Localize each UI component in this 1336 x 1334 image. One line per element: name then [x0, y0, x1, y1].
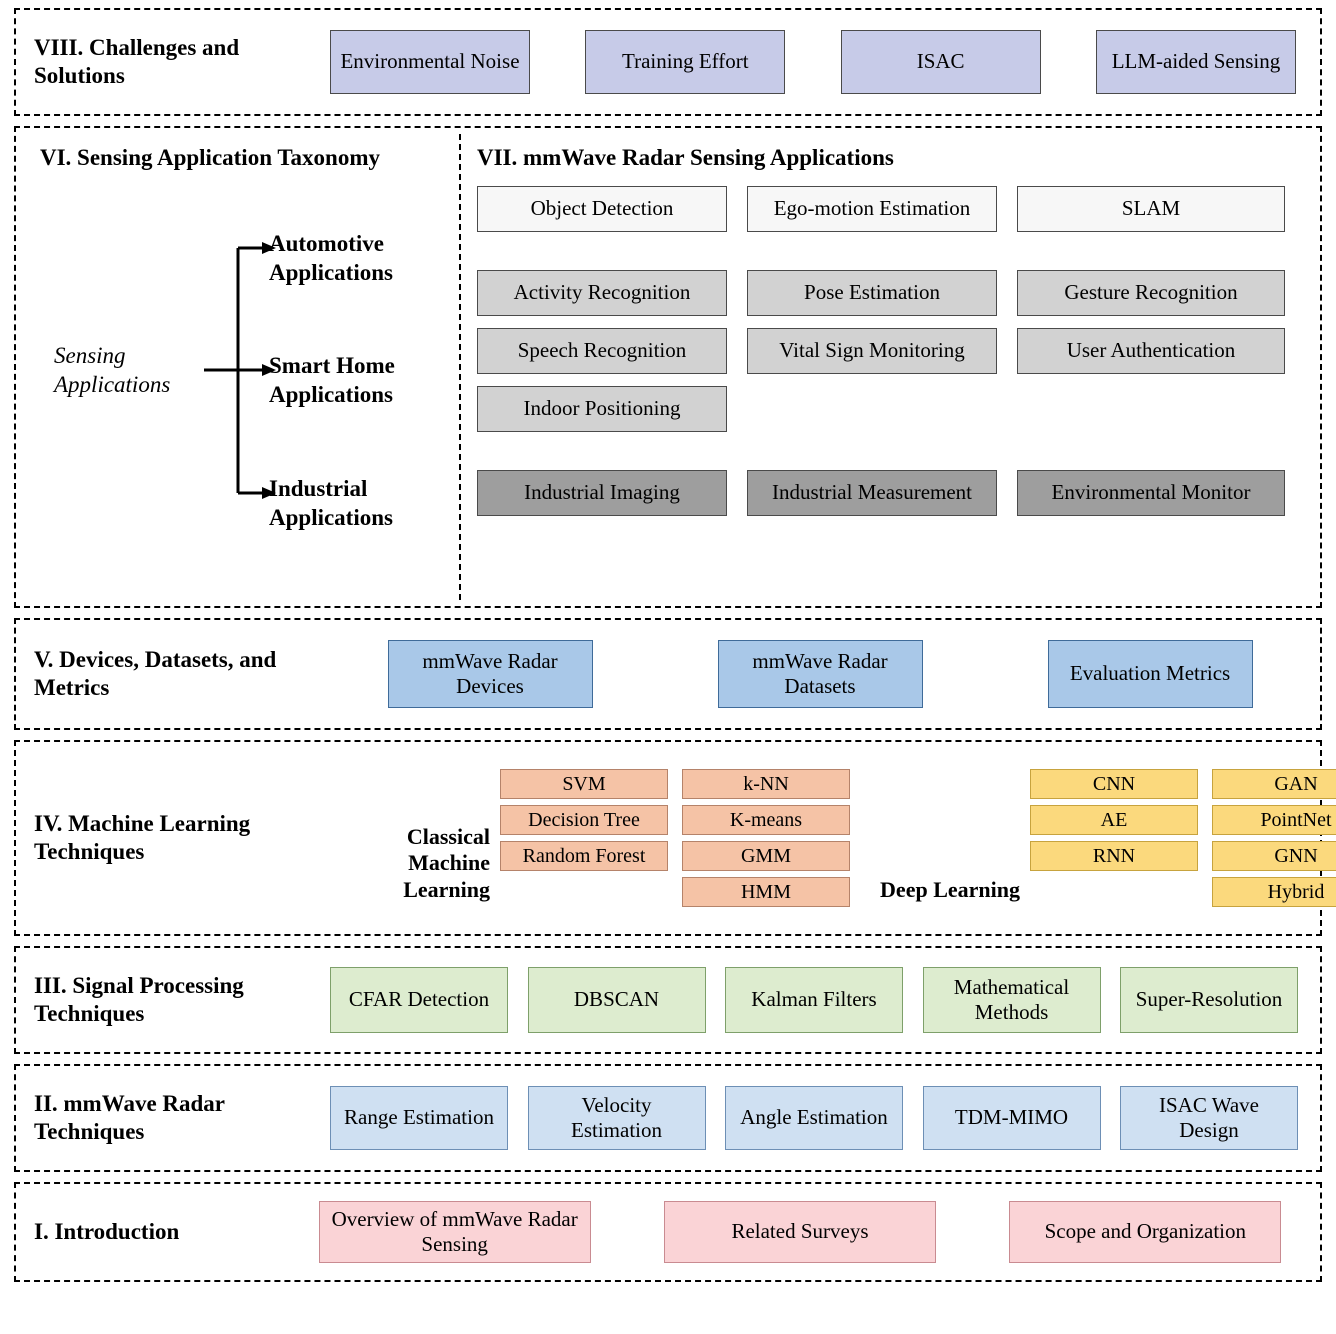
node-speech-recognition[interactable]: Speech Recognition: [477, 328, 727, 374]
node-ego-motion-estimation[interactable]: Ego-motion Estimation: [747, 186, 997, 232]
section-challenges-and-solutions: [14, 8, 1322, 116]
node-random-forest[interactable]: Random Forest: [500, 841, 668, 871]
node-training-effort[interactable]: Training Effort: [585, 30, 785, 94]
section-mmwave-radar-techniques: [14, 1064, 1322, 1172]
subsection-mmwave-radar-sensing-applications: [461, 134, 1312, 600]
node-gesture-recognition[interactable]: Gesture Recognition: [1017, 270, 1285, 316]
subsection-sensing-application-taxonomy: [24, 134, 461, 600]
node-cfar-detection[interactable]: CFAR Detection: [330, 967, 508, 1033]
node-isac[interactable]: ISAC: [841, 30, 1041, 94]
taxonomy-branch-industrial: Industrial Applications: [269, 476, 393, 530]
section-title-viii: VIII. Challenges and Solutions: [34, 34, 240, 88]
deep-learning-group: [850, 769, 1336, 907]
node-vital-sign-monitoring[interactable]: Vital Sign Monitoring: [747, 328, 997, 374]
node-mmwave-radar-datasets[interactable]: mmWave Radar Datasets: [718, 640, 923, 708]
section-machine-learning-techniques: [14, 740, 1332, 936]
node-hybrid[interactable]: Hybrid: [1212, 877, 1336, 907]
node-range-estimation[interactable]: Range Estimation: [330, 1086, 508, 1150]
node-industrial-measurement[interactable]: Industrial Measurement: [747, 470, 997, 516]
challenges-node-row: [330, 30, 1310, 94]
section-title-i: I. Introduction: [34, 1218, 180, 1244]
deep-learning-column-1: [1030, 769, 1198, 907]
radar-techniques-node-row: [330, 1086, 1310, 1150]
node-indoor-positioning[interactable]: Indoor Positioning: [477, 386, 727, 432]
node-tdm-mimo[interactable]: TDM-MIMO: [923, 1086, 1101, 1150]
node-k-means[interactable]: K-means: [682, 805, 850, 835]
node-user-authentication[interactable]: User Authentication: [1017, 328, 1285, 374]
node-kalman-filters[interactable]: Kalman Filters: [725, 967, 903, 1033]
grid-spacer-automotive: [477, 244, 1285, 258]
introduction-node-row: [290, 1201, 1310, 1263]
classical-ml-columns: [500, 769, 850, 907]
node-overview-of-mmwave-radar-sensing[interactable]: Overview of mmWave Radar Sensing: [319, 1201, 591, 1263]
node-scope-and-organization[interactable]: Scope and Organization: [1009, 1201, 1281, 1263]
node-cnn[interactable]: CNN: [1030, 769, 1198, 799]
section-title-vii: VII. mmWave Radar Sensing Applications: [477, 145, 894, 170]
node-gan[interactable]: GAN: [1212, 769, 1336, 799]
deep-learning-column-2: [1212, 769, 1336, 907]
grid-spacer-smart-home: [477, 444, 1285, 458]
section-title-vi: VI. Sensing Application Taxonomy: [40, 145, 381, 170]
node-object-detection[interactable]: Object Detection: [477, 186, 727, 232]
node-hmm[interactable]: HMM: [682, 877, 850, 907]
node-rnn[interactable]: RNN: [1030, 841, 1198, 871]
deep-learning-columns: [1030, 769, 1336, 907]
section-title-v: V. Devices, Datasets, and Metrics: [34, 646, 277, 700]
section-taxonomy-and-applications: [14, 126, 1322, 608]
signal-processing-node-row: [330, 967, 1310, 1033]
node-svm[interactable]: SVM: [500, 769, 668, 799]
node-activity-recognition[interactable]: Activity Recognition: [477, 270, 727, 316]
node-gnn[interactable]: GNN: [1212, 841, 1336, 871]
node-environmental-monitor[interactable]: Environmental Monitor: [1017, 470, 1285, 516]
node-environmental-noise[interactable]: Environmental Noise: [330, 30, 530, 94]
grid-empty-cell-1: [747, 386, 997, 432]
node-dbscan[interactable]: DBSCAN: [528, 967, 706, 1033]
node-isac-wave-design[interactable]: ISAC Wave Design: [1120, 1086, 1298, 1150]
node-slam[interactable]: SLAM: [1017, 186, 1285, 232]
node-velocity-estimation[interactable]: Velocity Estimation: [528, 1086, 706, 1150]
node-super-resolution[interactable]: Super-Resolution: [1120, 967, 1298, 1033]
node-mmwave-radar-devices[interactable]: mmWave Radar Devices: [388, 640, 593, 708]
deep-learning-label: Deep Learning: [880, 876, 1020, 902]
section-title-iv: IV. Machine Learning Techniques: [34, 810, 251, 864]
classical-ml-column-2: [682, 769, 850, 907]
node-knn[interactable]: k-NN: [682, 769, 850, 799]
applications-grid: [477, 186, 1300, 516]
node-related-surveys[interactable]: Related Surveys: [664, 1201, 936, 1263]
section-title-iii: III. Signal Processing Techniques: [34, 972, 244, 1026]
section-title-ii: II. mmWave Radar Techniques: [34, 1090, 225, 1144]
taxonomy-root-label: Sensing Applications: [54, 343, 171, 397]
node-ae[interactable]: AE: [1030, 805, 1198, 835]
node-gmm[interactable]: GMM: [682, 841, 850, 871]
node-angle-estimation[interactable]: Angle Estimation: [725, 1086, 903, 1150]
classical-ml-label: Classical Machine Learning: [403, 823, 490, 902]
node-llm-aided-sensing[interactable]: LLM-aided Sensing: [1096, 30, 1296, 94]
node-pose-estimation[interactable]: Pose Estimation: [747, 270, 997, 316]
node-industrial-imaging[interactable]: Industrial Imaging: [477, 470, 727, 516]
grid-empty-cell-2: [1017, 386, 1285, 432]
classical-ml-group: [320, 769, 850, 907]
node-decision-tree[interactable]: Decision Tree: [500, 805, 668, 835]
node-pointnet[interactable]: PointNet: [1212, 805, 1336, 835]
section-signal-processing-techniques: [14, 946, 1322, 1054]
node-mathematical-methods[interactable]: Mathematical Methods: [923, 967, 1101, 1033]
section-devices-datasets-metrics: [14, 618, 1322, 730]
classical-ml-column-1: [500, 769, 668, 907]
taxonomy-tree: [34, 182, 451, 558]
taxonomy-branch-smart-home: Smart Home Applications: [269, 353, 395, 407]
section-introduction: [14, 1182, 1322, 1282]
taxonomy-branch-automotive: Automotive Applications: [269, 231, 393, 285]
node-evaluation-metrics[interactable]: Evaluation Metrics: [1048, 640, 1253, 708]
machine-learning-groups: [320, 769, 1336, 907]
devices-node-row: [330, 640, 1310, 708]
